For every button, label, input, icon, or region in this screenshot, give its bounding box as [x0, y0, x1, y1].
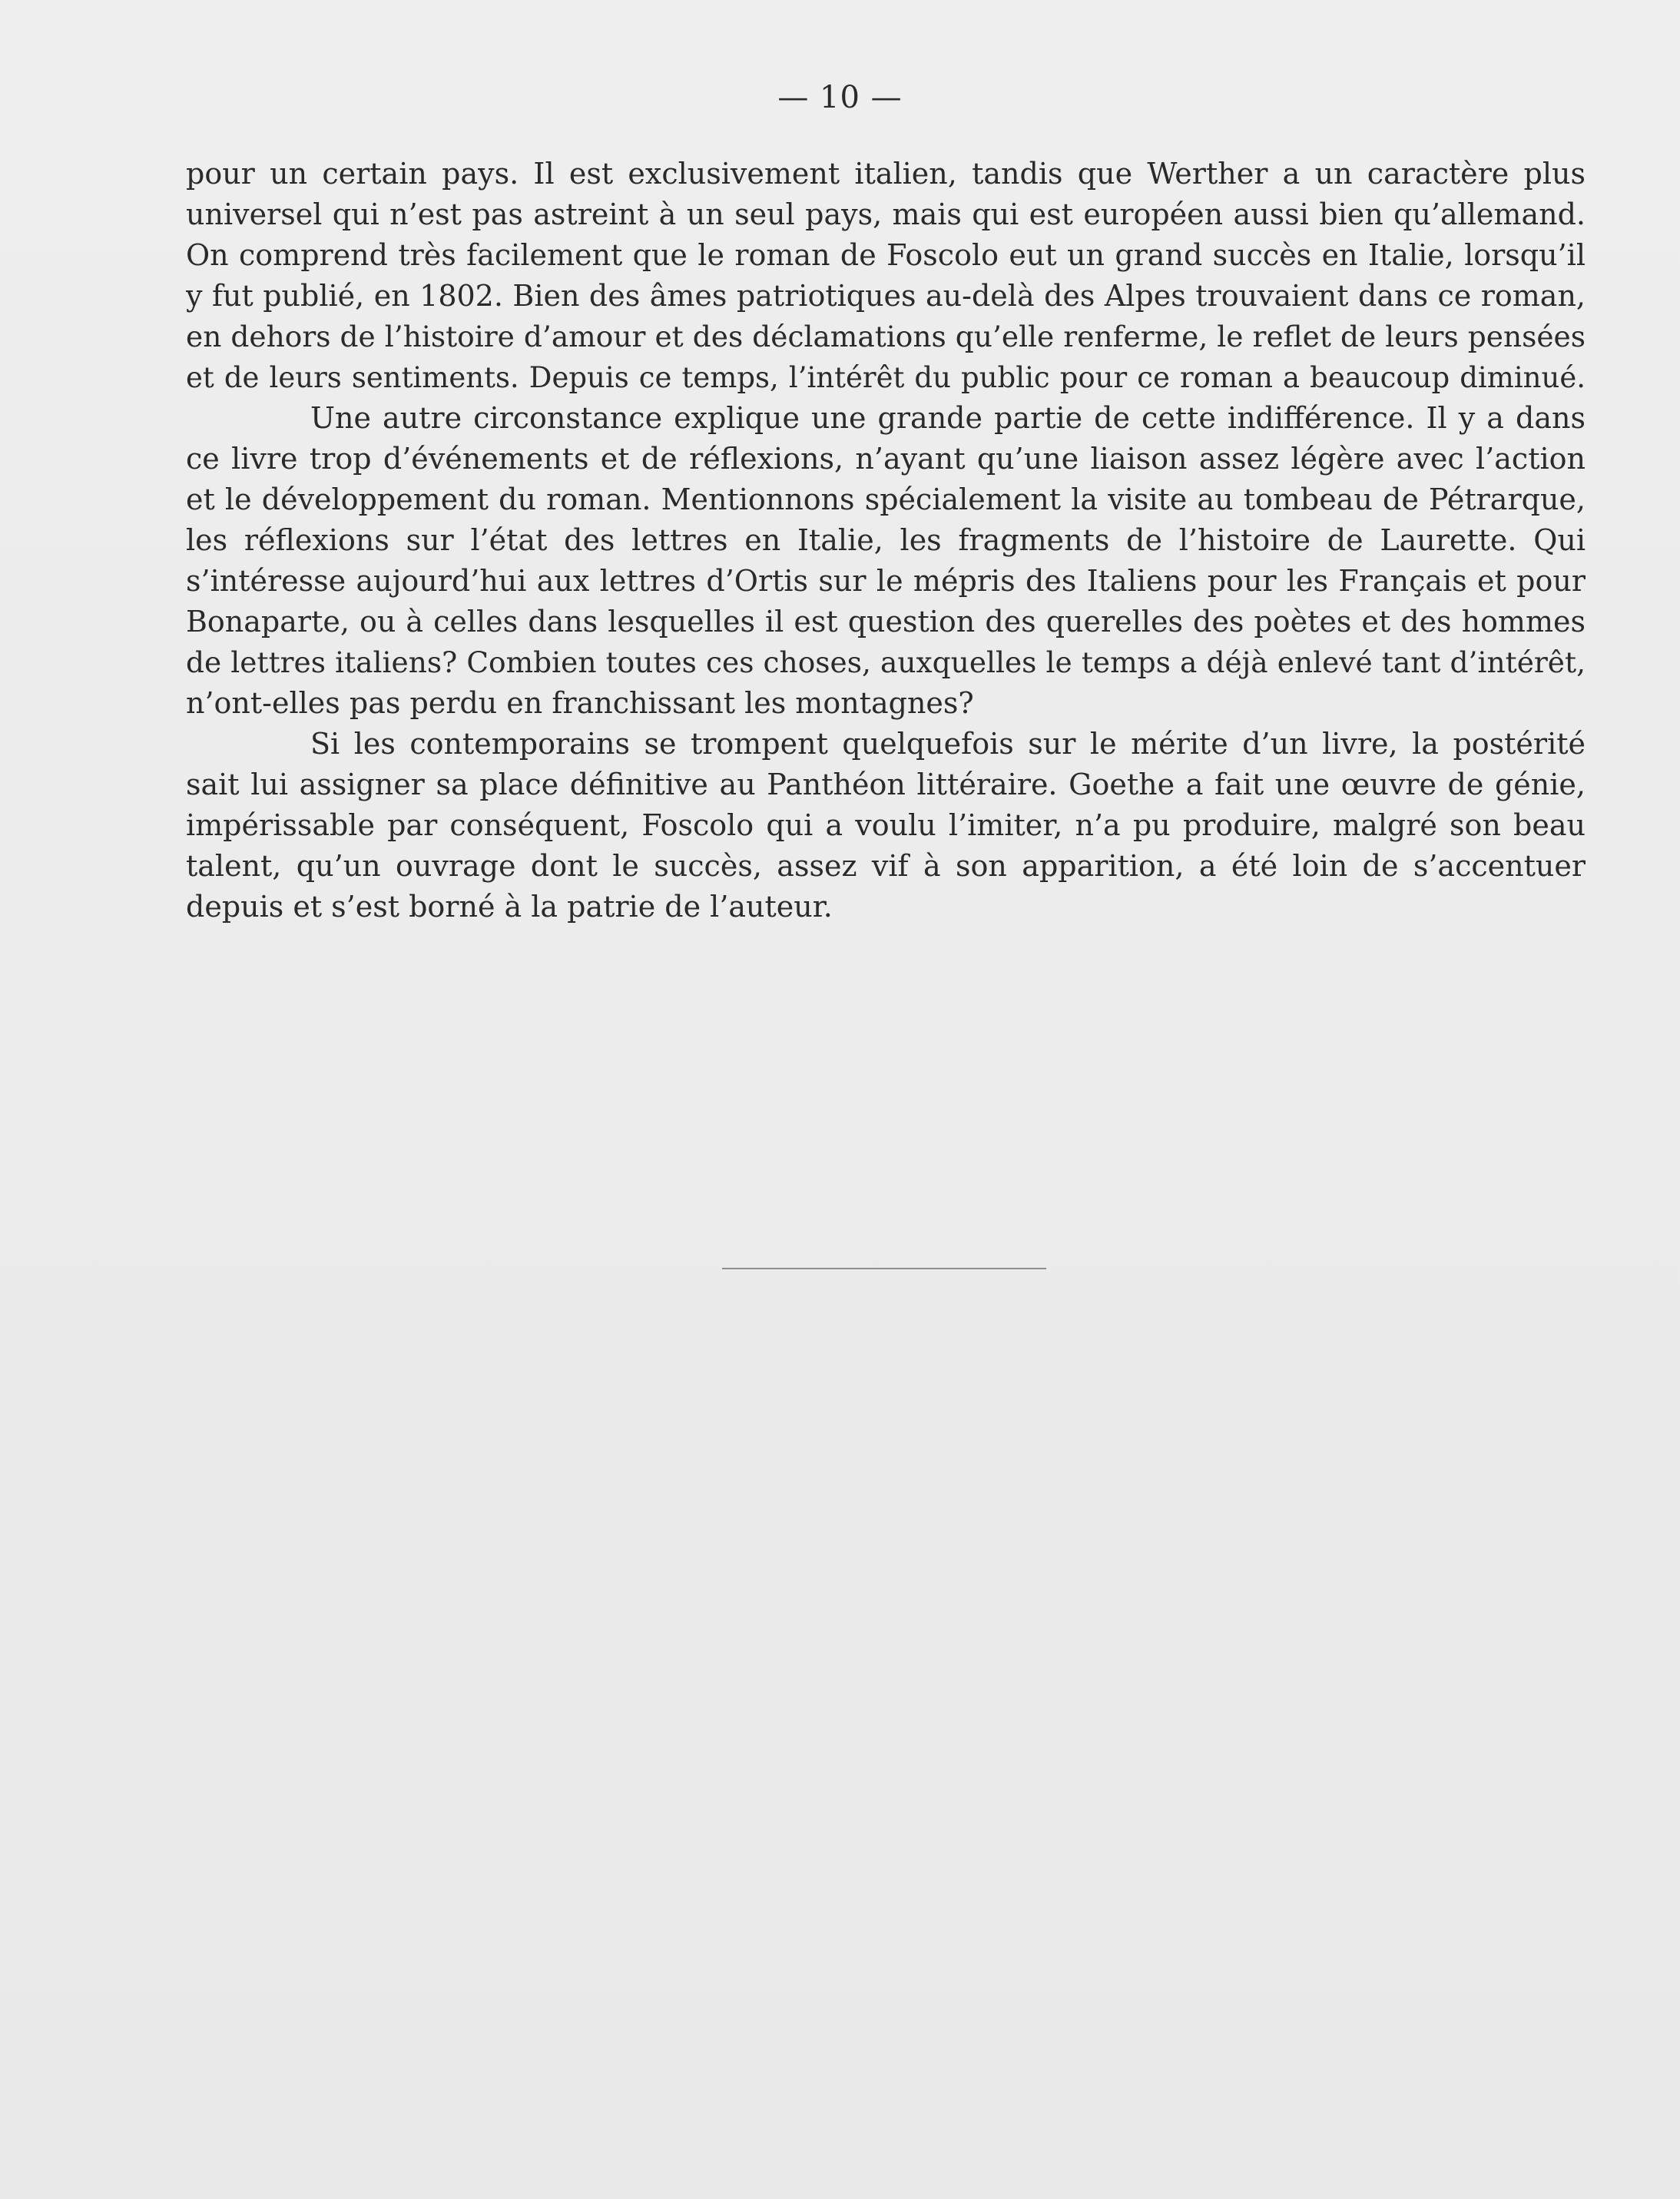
text-line: de lettres italiens? Combien toutes ces choses, auxquelles le temps a déjà enlevé tant d’intérêt,: [186, 645, 1586, 679]
text-line: et le développement du roman. Mentionnons spécialement la visite au tombeau de Pétrarque,: [186, 483, 1586, 516]
text-line: Une autre circonstance explique une grande partie de cette indifférence. Il y a dans: [310, 401, 1586, 435]
text-line: Si les contemporains se trompent quelquefois sur le mérite d’un livre, la postérité: [310, 727, 1586, 761]
paragraph: [186, 154, 1586, 398]
section-end-rule: [722, 1268, 1046, 1269]
text-line: n’ont-elles pas perdu en franchissant les montagnes?: [186, 686, 974, 720]
body-text: [186, 154, 1586, 927]
paragraph: [186, 398, 1586, 724]
text-line: depuis et s’est borné à la patrie de l’auteur.: [186, 890, 833, 924]
text-line: y fut publié, en 1802. Bien des âmes patriotiques au-delà des Alpes trouvaient dans ce roman,: [186, 279, 1586, 313]
text-line: s’intéresse aujourd’hui aux lettres d’Ortis sur le mépris des Italiens pour les Français et pour: [186, 564, 1586, 598]
text-line: pour un certain pays. Il est exclusivement italien, tandis que Werther a un caractère plus: [186, 157, 1586, 191]
text-line: Bonaparte, ou à celles dans lesquelles il est question des querelles des poètes et des hommes: [186, 605, 1586, 638]
text-line: sait lui assigner sa place définitive au Panthéon littéraire. Goethe a fait une œuvre de génie,: [186, 768, 1586, 801]
text-line: et de leurs sentiments. Depuis ce temps, l’intérêt du public pour ce roman a beaucoup diminué.: [186, 361, 1586, 394]
text-line: les réflexions sur l’état des lettres en Italie, les fragments de l’histoire de Laurette. Qui: [186, 523, 1586, 557]
text-line: On comprend très facilement que le roman de Foscolo eut un grand succès en Italie, lorsqu’il: [186, 238, 1586, 272]
paragraph: [186, 724, 1586, 927]
text-line: impérissable par conséquent, Foscolo qui a voulu l’imiter, n’a pu produire, malgré son beau: [186, 808, 1586, 842]
text-line: en dehors de l’histoire d’amour et des déclamations qu’elle renferme, le reflet de leurs pensées: [186, 320, 1586, 353]
text-line: universel qui n’est pas astreint à un seul pays, mais qui est européen aussi bien qu’allemand.: [186, 197, 1586, 231]
page-number: — 10 —: [777, 80, 903, 115]
text-line: talent, qu’un ouvrage dont le succès, assez vif à son apparition, a été loin de s’accentuer: [186, 849, 1586, 883]
text-line: ce livre trop d’événements et de réflexions, n’ayant qu’une liaison assez légère avec l’action: [186, 442, 1586, 476]
